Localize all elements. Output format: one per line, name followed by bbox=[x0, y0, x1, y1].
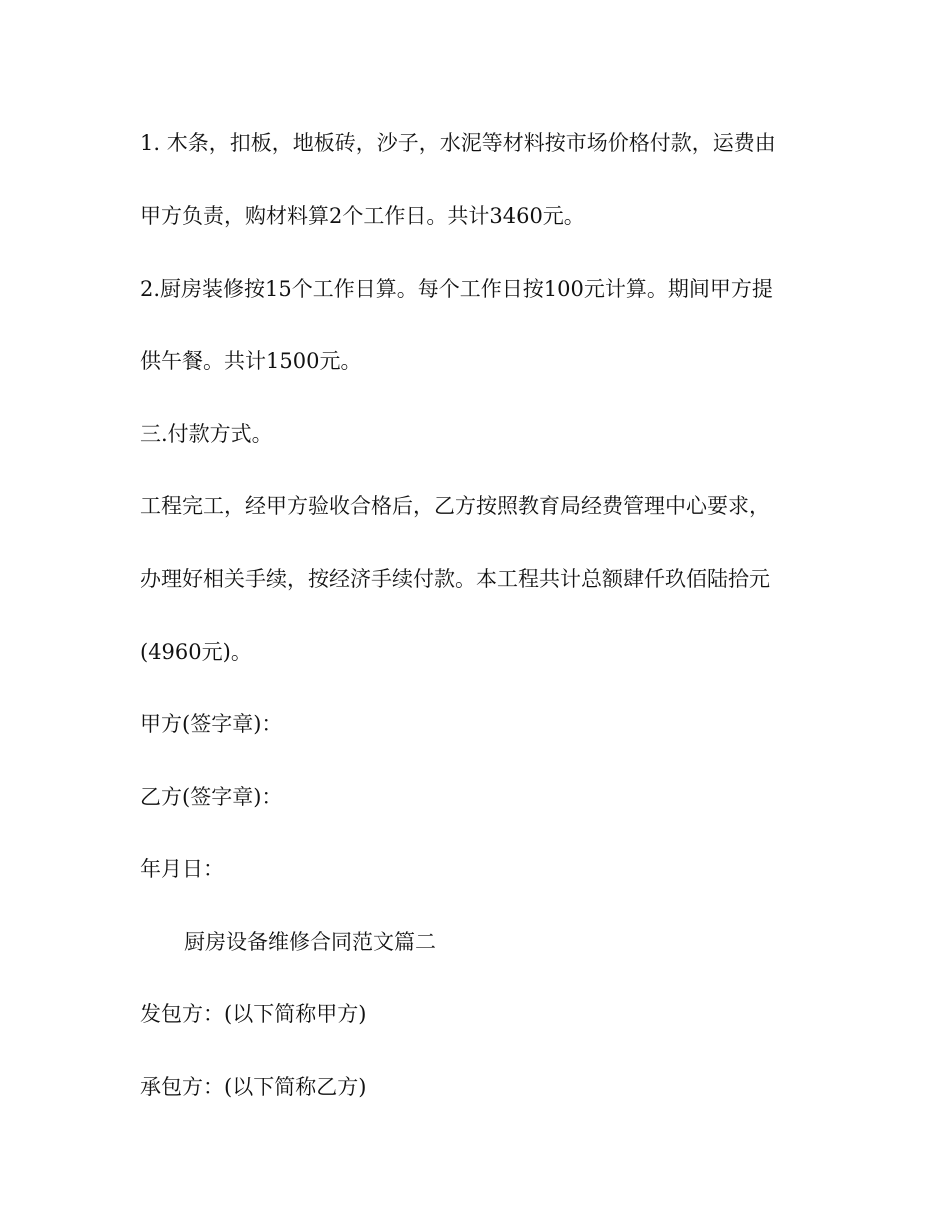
paragraph-line-materials: 1. 木条，扣板，地板砖，沙子，水泥等材料按市场价格付款，运费由 bbox=[140, 131, 776, 155]
paragraph-line-materials-cont: 甲方负责，购材料算2个工作日。共计3460元。 bbox=[140, 204, 585, 228]
party-contractor-receiver: 承包方：(以下简称乙方) bbox=[140, 1075, 367, 1099]
party-contractor-issuer: 发包方：(以下简称甲方) bbox=[140, 1002, 367, 1026]
section-title-contract-two: 厨房设备维修合同范文篇二 bbox=[184, 930, 436, 954]
paragraph-line-labor: 2.厨房装修按15个工作日算。每个工作日按100元计算。期间甲方提 bbox=[140, 277, 773, 301]
paragraph-line-labor-cont: 供午餐。共计1500元。 bbox=[140, 349, 362, 373]
signature-date: 年月日： bbox=[140, 857, 224, 881]
paragraph-line-total: (4960元)。 bbox=[140, 640, 252, 664]
paragraph-line-payment-cont: 办理好相关手续，按经济手续付款。本工程共计总额肆仟玖佰陆拾元 bbox=[140, 567, 770, 591]
signature-party-a: 甲方(签字章)： bbox=[140, 712, 283, 736]
paragraph-line-payment: 工程完工，经甲方验收合格后，乙方按照教育局经费管理中心要求， bbox=[140, 494, 770, 518]
section-heading-payment: 三.付款方式。 bbox=[140, 422, 273, 446]
signature-party-b: 乙方(签字章)： bbox=[140, 785, 283, 809]
